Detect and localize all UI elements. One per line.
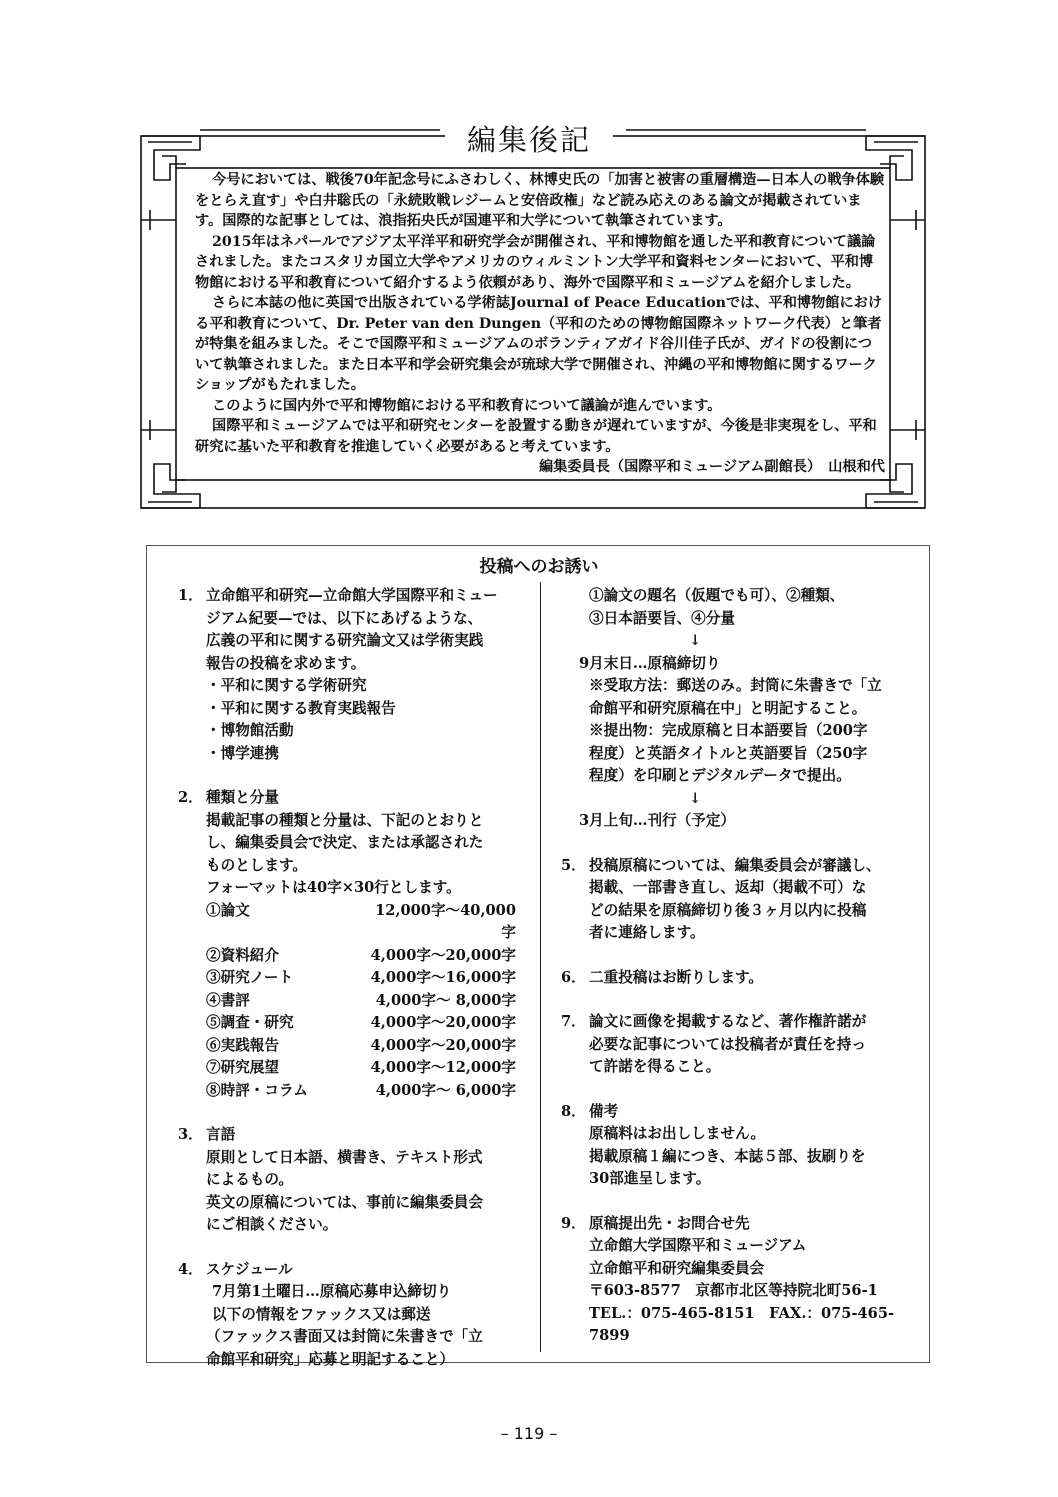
table-row: ⑧時評・コラム 4,000字〜 6,000字 — [206, 1081, 516, 1099]
section-line: （ファックス書面又は封筒に朱書きで「立 — [206, 1328, 483, 1345]
section-2 — [178, 787, 528, 1102]
section-number: 7． — [561, 1013, 586, 1030]
list-item: ・平和に関する教育実践報告 — [206, 699, 396, 717]
section-number: 8． — [561, 1102, 586, 1120]
section-line: 投稿原稿については、編集委員会が審議し、 — [589, 856, 881, 874]
address-line: 〒603-8577 京都市北区等持院北町56-1 — [589, 1282, 878, 1299]
down-arrow-icon: ↓ — [689, 789, 702, 807]
section-heading: 備考 — [589, 1102, 619, 1120]
table-row: ⑤調査・研究 4,000字〜20,000字 — [206, 1014, 516, 1031]
section-4 — [178, 1259, 528, 1372]
section-line: によるもの。 — [206, 1171, 293, 1188]
section-line: 論文に画像を掲載するなど、著作権許諾が — [589, 1013, 867, 1030]
editorial-paragraph: 今号においては、戦後70年記念号にふさわしく、林博史氏の「加害と被害の重層構造—日本人の戦争体験をとらえ直す」や白井聡氏の「永続敗戦レジームと安倍政権」など読み応えのある論文が掲載されています。国際的な記事としては、浪指拓央氏が国連平和大学について執筆されています。 — [195, 172, 885, 229]
section-line: どの結果を原稿締切り後３ヶ月以内に投稿 — [589, 901, 867, 919]
table-row: ④書評 4,000字〜 8,000字 — [206, 991, 516, 1009]
note-line: ※提出物：完成原稿と日本語要旨（200字 — [589, 722, 868, 739]
editorial-paragraph: 2015年はネパールでアジア太平洋平和研究学会が開催され、平和博物館を通した平和教育について議論されました。またコスタリカ国立大学やアメリカのウィルミントン大学平和資料センターにおいて、平和博物館における平和教育について紹介するよう依頼があり、海外で国際平和ミュージアムを紹介しました。 — [195, 233, 876, 291]
publish-line: 3月上旬…刊行（予定） — [579, 812, 736, 829]
section-7 — [561, 1011, 911, 1079]
note-line: 程度）と英語タイトルと英語要旨（250字 — [589, 744, 868, 762]
section-heading: 言語 — [206, 1126, 236, 1143]
list-item: ・博物館活動 — [206, 722, 294, 739]
section-line: 掲載原稿１編につき、本誌５部、抜刷りを — [589, 1147, 866, 1165]
section-number: 3． — [178, 1126, 203, 1143]
section-line: 掲載記事の種類と分量は、下記のとおりと — [206, 811, 484, 829]
contact-line: TEL.：075-465-8151 FAX.：075-465-7899 — [589, 1304, 895, 1344]
table-row: ①論文 12,000字〜40,000字 — [206, 901, 516, 941]
section-line: 掲載、一部書き直し、返却（掲載不可）な — [589, 879, 867, 896]
section-line: ものとします。 — [206, 856, 307, 874]
section-line: ③日本語要旨、④分量 — [589, 609, 735, 627]
section-line: 原稿料はお出ししません。 — [589, 1125, 766, 1142]
section-line: 以下の情報をファックス又は郵送 — [212, 1305, 431, 1323]
table-row: ⑥実践報告 4,000字〜20,000字 — [206, 1036, 516, 1054]
section-line: 原則として日本語、横書き、テキスト形式 — [206, 1148, 483, 1166]
section-number: 4． — [178, 1260, 203, 1278]
table-row: ③研究ノート 4,000字〜16,000字 — [206, 969, 516, 986]
section-line: 30部進呈します。 — [589, 1170, 711, 1187]
section-1 — [178, 585, 528, 765]
section-line: 立命館大学国際平和ミュージアム — [589, 1237, 807, 1254]
section-line: 必要な記事については投稿者が責任を持っ — [589, 1035, 866, 1053]
section-6 — [561, 967, 911, 990]
down-arrow-icon: ↓ — [689, 632, 702, 649]
section-3 — [178, 1124, 528, 1237]
section-number: 5． — [561, 856, 586, 874]
section-line: 立命館平和研究編集委員会 — [589, 1259, 765, 1277]
length-table — [178, 900, 528, 1103]
section-heading: スケジュール — [206, 1260, 293, 1278]
section-number: 1． — [178, 587, 203, 604]
section-5 — [561, 855, 911, 945]
section-number: 9． — [561, 1214, 586, 1232]
section-number: 6． — [561, 968, 586, 986]
section-line: し、編集委員会で決定、または承認された — [206, 834, 484, 851]
section-line: 英文の原稿については、事前に編集委員会 — [206, 1193, 483, 1211]
column-divider — [540, 582, 541, 1352]
section-heading: 二重投稿はお断りします。 — [589, 968, 763, 986]
section-4-continued — [561, 585, 911, 833]
submission-title: 投稿へのお誘い — [479, 557, 599, 577]
section-line: 広義の平和に関する研究論文又は学術実践 — [206, 632, 484, 649]
note-line: 程度）を印刷とデジタルデータで提出。 — [589, 767, 851, 784]
section-line: 者に連絡します。 — [589, 924, 705, 941]
section-heading: 種類と分量 — [206, 789, 279, 806]
editorial-title: 編集後記 — [445, 118, 613, 162]
note-line: ※受取方法：郵送のみ。封筒に朱書きで「立 — [589, 677, 882, 694]
editorial-signature: 編集委員長（国際平和ミュージアム副館長） 山根和代 — [538, 459, 885, 475]
section-line: にご相談ください。 — [206, 1216, 338, 1233]
section-line: ジアム紀要—では、以下にあげるような、 — [206, 609, 483, 627]
section-line: ①論文の題名（仮題でも可）、②種類、 — [589, 587, 845, 604]
section-9 — [561, 1213, 911, 1348]
section-heading: 原稿提出先・お問合せ先 — [589, 1214, 750, 1232]
submission-left-column — [178, 585, 528, 1393]
note-line: 命館平和研究原稿在中」と明記すること。 — [589, 699, 867, 717]
section-8 — [561, 1101, 911, 1191]
submission-right-column — [561, 585, 911, 1370]
table-row: ②資料紹介 4,000字〜20,000字 — [206, 946, 516, 964]
deadline-line: 9月末日…原稿締切り — [579, 654, 721, 672]
section-line: 7月第1土曜日…原稿応募申込締切り — [212, 1283, 452, 1300]
editorial-body — [195, 170, 885, 478]
section-line: 報告の投稿を求めます。 — [206, 654, 366, 672]
section-line: て許諾を得ること。 — [589, 1058, 721, 1075]
table-row: ⑦研究展望 4,000字〜12,000字 — [206, 1059, 516, 1076]
section-line: 立命館平和研究—立命館大学国際平和ミュー — [206, 587, 498, 604]
list-item: ・博学連携 — [206, 744, 279, 762]
editorial-paragraph: 国際平和ミュージアムでは平和研究センターを設置する動きが遅れていますが、今後是非実現をし、平和研究に基いた平和教育を推進していく必要があると考えています。 — [195, 418, 877, 455]
list-item: ・平和に関する学術研究 — [206, 677, 367, 694]
section-line: 命館平和研究」応募と明記すること） — [206, 1350, 455, 1368]
editorial-paragraph: さらに本誌の他に英国で出版されている学術誌Journal of Peace Educationでは、平和博物館における平和教育について、Dr. Peter van den Dungen（平和のための博物館国際ネットワーク代表）と筆者が特集を組みました。そこで国際平和ミュージアムのボランティアガイド谷川佳子氏が、ガイドの役割について執筆されました。また日本平和学会研究集会が琉球大学で開催され、沖縄の平和博物館に関するワークショップがもたれました。 — [195, 295, 883, 393]
editorial-paragraph: このように国内外で平和博物館における平和教育について議論が進んでいます。 — [212, 397, 722, 414]
page-number: – 119 – — [500, 1424, 558, 1443]
section-line: フォーマットは40字×30行とします。 — [206, 879, 461, 896]
section-number: 2． — [178, 789, 203, 806]
